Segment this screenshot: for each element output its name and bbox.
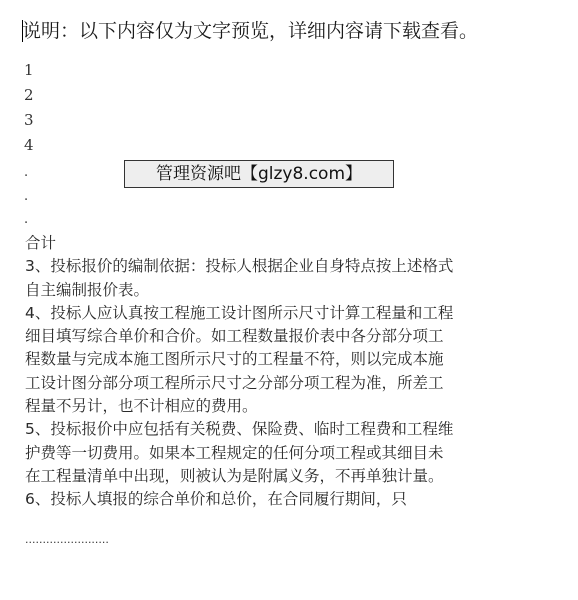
document-body (25, 232, 555, 512)
list-dot: . (24, 212, 29, 227)
text-line: 自主编制报价表。 (25, 280, 150, 299)
text-line: 工设计图分部分项工程所示尺寸之分部分项工程为准，所差工 (25, 373, 444, 392)
list-number: 4 (24, 136, 34, 154)
text-line: 护费等一切费用。如果本工程规定的任何分项工程或其细目未 (25, 443, 444, 462)
preview-notice: 说明：以下内容仅为文字预览，详细内容请下载查看。 (22, 20, 479, 42)
text-line: 6、投标人填报的综合单价和总价，在合同履行期间，只 (25, 490, 407, 509)
text-line: 程数量与完成本施工图所示尺寸的工程量不符，则以完成本施 (25, 350, 444, 369)
list-number: 2 (24, 86, 34, 104)
list-number: 3 (24, 111, 34, 129)
text-line: 合计 (25, 234, 57, 252)
list-dot: . (24, 165, 29, 180)
truncation-ellipsis: ························ (25, 536, 109, 549)
text-line: 在工程量清单中出现，则被认为是附属义务，不再单独计量。 (25, 466, 444, 485)
list-dot: . (24, 189, 29, 204)
site-banner: 管理资源吧【glzy8.com】 (124, 160, 394, 188)
text-line: 程量不另计，也不计相应的费用。 (25, 397, 258, 416)
text-line: 4、投标人应认真按工程施工设计图所示尺寸计算工程量和工程 (25, 303, 454, 322)
text-line: 3、投标报价的编制依据：投标人根据企业自身特点按上述格式 (25, 257, 454, 276)
text-line: 细目填写综合单价和合价。如工程数量报价表中各分部分项工 (25, 327, 444, 346)
list-number: 1 (24, 61, 34, 79)
text-line: 5、投标报价中应包括有关税费、保险费、临时工程费和工程维 (25, 420, 454, 439)
